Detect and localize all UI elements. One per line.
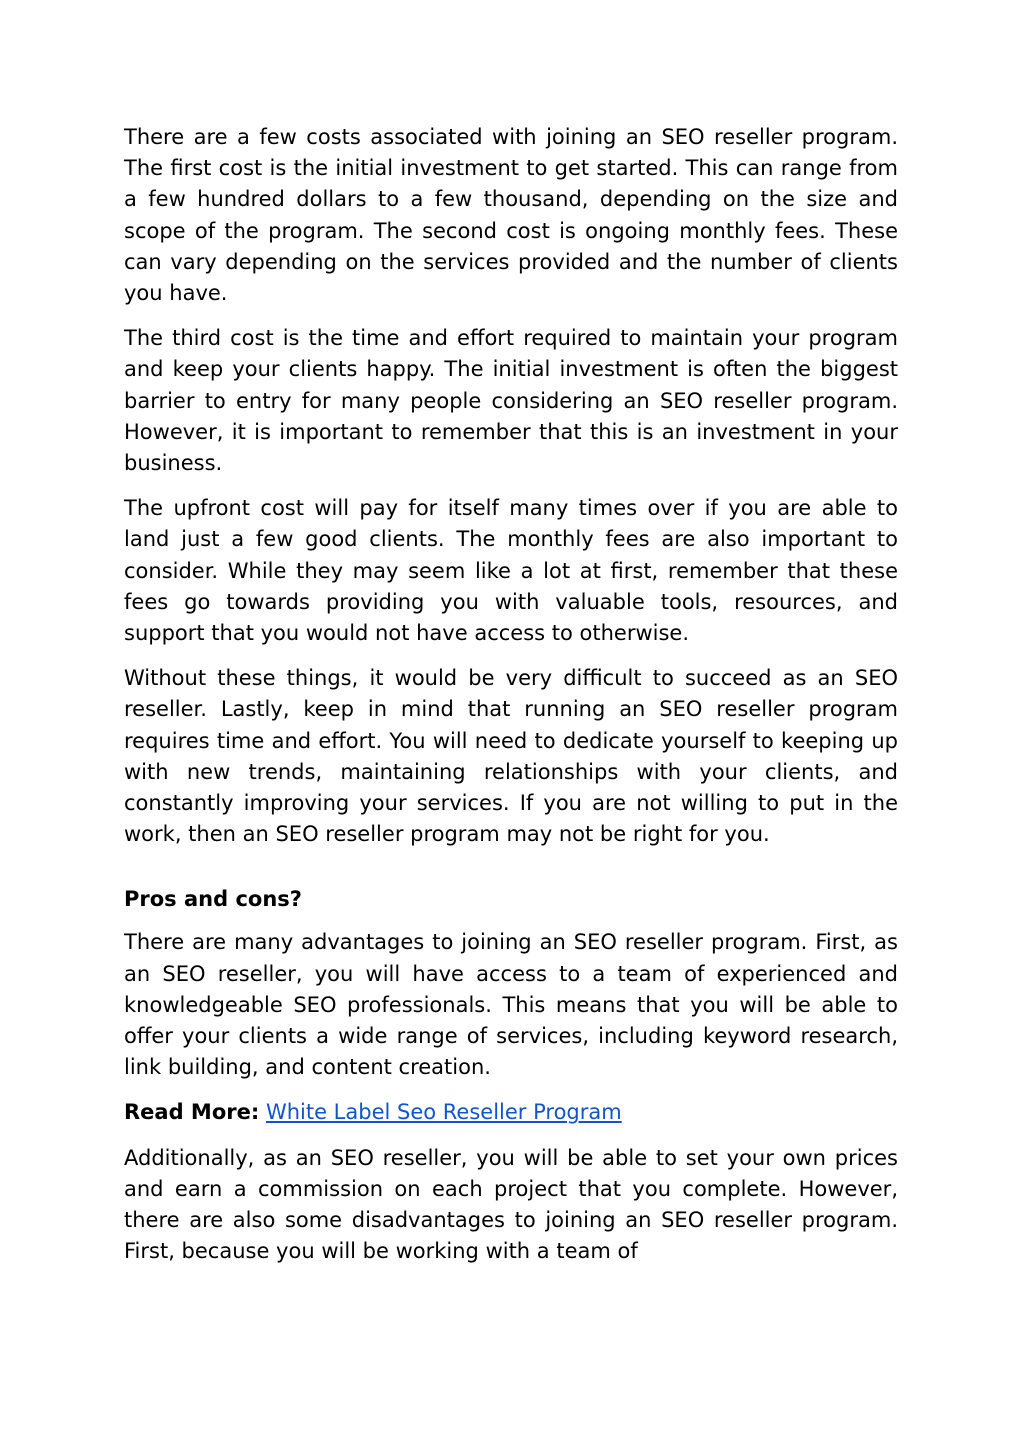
paragraph-upfront-cost: The upfront cost will pay for itself many times over if you are able to land just a few good clients. The monthly fees are also important to consider. While they may seem like a lot at first, remember that these fees go towards providing you with valuable tools, resources, and support that you would not have access to otherwise. xyxy=(124,496,898,646)
paragraph-additionally: Additionally, as an SEO reseller, you will be able to set your own prices and earn a commission on each project that you complete. However, there are also some disadvantages to joining an SEO reseller program. First, because you will be working with a team of xyxy=(124,1145,898,1264)
read-more-label: Read More: xyxy=(124,1100,260,1125)
paragraph-costs: There are a few costs associated with joining an SEO reseller program. The first cost is the initial investment to get started. This can range from a few hundred dollars to a few thousand, depending on the size and scope of the program. The second cost is ongoing monthly fees. These can vary depending on the services provided and the number of clients you have. xyxy=(124,125,898,306)
document-page xyxy=(124,122,898,1282)
paragraph-third-cost: The third cost is the time and effort required to maintain your program and keep your clients happy. The initial investment is often the biggest barrier to entry for many people considering an SEO reseller program. However, it is important to remember that this is an investment in your business. xyxy=(124,326,898,476)
read-more-line xyxy=(124,1097,898,1128)
section-heading: Pros and cons? xyxy=(124,887,302,912)
paragraph-without-these: Without these things, it would be very difficult to succeed as an SEO reseller. Lastly, keep in mind that running an SEO reseller program requires time and effort. You will need to dedicate yourself to keeping up with new trends, maintaining relationships with your clients, and constantly improving your services. If you are not willing to put in the work, then an SEO reseller program may not be right for you. xyxy=(124,666,898,847)
read-more-link[interactable]: White Label Seo Reseller Program xyxy=(265,1100,622,1125)
paragraph-advantages: There are many advantages to joining an SEO reseller program. First, as an SEO reseller, you will have access to a team of experienced and knowledgeable SEO professionals. This means that you will be able to offer your clients a wide range of services, including keyword research, link building, and content creation. xyxy=(124,930,898,1080)
